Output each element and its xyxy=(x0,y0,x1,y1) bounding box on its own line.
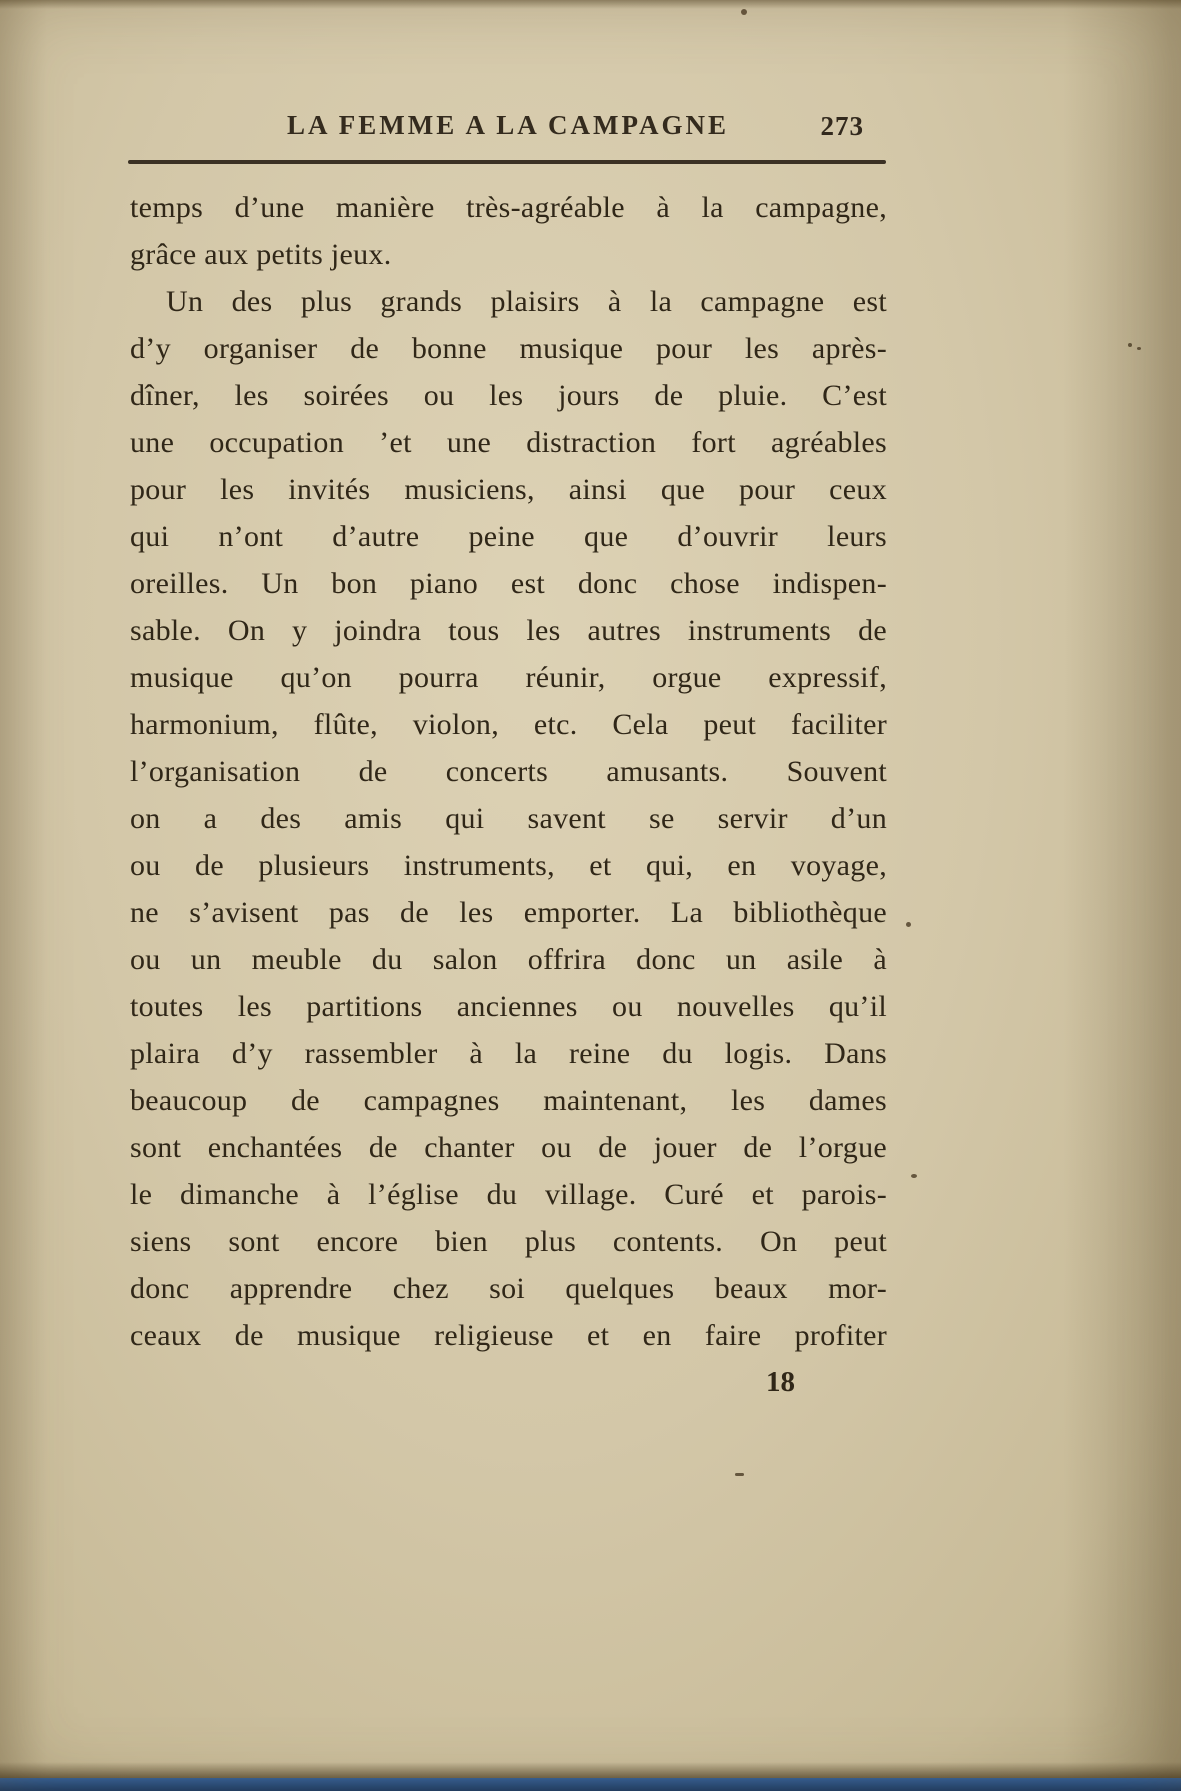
scan-bottom-edge xyxy=(0,1778,1181,1791)
text-line: beaucoup de campagnes maintenant, les dames xyxy=(130,1084,887,1117)
text-line: oreilles. Un bon piano est donc chose indispen- xyxy=(130,567,887,600)
text-line: pour les invités musiciens, ainsi que pour ceux xyxy=(130,473,887,506)
text-line: qui n’ont d’autre peine que d’ouvrir leurs xyxy=(130,520,887,553)
text-line: siens sont encore bien plus contents. On peut xyxy=(130,1225,887,1258)
ink-speck xyxy=(911,1174,917,1178)
text-line: musique qu’on pourra réunir, orgue expressif, xyxy=(130,661,887,694)
text-line: ne s’avisent pas de les emporter. La bibliothèque xyxy=(130,896,887,929)
text-line: Un des plus grands plaisirs à la campagne est xyxy=(166,285,887,318)
running-title: LA FEMME A LA CAMPAGNE xyxy=(286,110,729,140)
text-line: temps d’une manière très-agréable à la campagne, xyxy=(130,191,887,224)
scan-bottom-shadow xyxy=(0,1762,1181,1778)
text-line: ou de plusieurs instruments, et qui, en voyage, xyxy=(130,849,887,882)
text-line: ou un meuble du salon offrira donc un asile à xyxy=(130,943,887,976)
text-line: le dimanche à l’église du village. Curé et parois- xyxy=(130,1178,887,1211)
text-line: on a des amis qui savent se servir d’un xyxy=(130,802,887,835)
text-line: une occupation ’et une distraction fort agréables xyxy=(130,426,887,459)
page-number: 273 xyxy=(820,111,864,141)
signature-number: 18 xyxy=(766,1366,795,1398)
ink-speck xyxy=(1137,347,1141,350)
text-line: ceaux de musique religieuse et en faire profiter xyxy=(130,1319,887,1352)
text-line: sont enchantées de chanter ou de jouer de l’orgue xyxy=(130,1131,887,1164)
text-line: d’y organiser de bonne musique pour les après- xyxy=(130,332,887,365)
ink-speck xyxy=(906,922,911,927)
ink-speck xyxy=(1128,343,1132,347)
text-line: dîner, les soirées ou les jours de pluie. C’est xyxy=(130,379,887,412)
text-line: plaira d’y rassembler à la reine du logis. Dans xyxy=(130,1037,887,1070)
text-line: donc apprendre chez soi quelques beaux mor- xyxy=(130,1272,887,1305)
ink-speck xyxy=(735,1473,744,1476)
text-line: toutes les partitions anciennes ou nouvelles qu’il xyxy=(130,990,887,1023)
page-header xyxy=(130,110,886,148)
text-line: grâce aux petits jeux. xyxy=(130,238,392,271)
text-line: l’organisation de concerts amusants. Souvent xyxy=(130,755,887,788)
ink-speck xyxy=(741,9,747,15)
header-rule xyxy=(128,160,886,164)
text-line: sable. On y joindra tous les autres instruments de xyxy=(130,614,887,647)
body-text xyxy=(130,184,887,1359)
text-line: harmonium, flûte, violon, etc. Cela peut faciliter xyxy=(130,708,887,741)
